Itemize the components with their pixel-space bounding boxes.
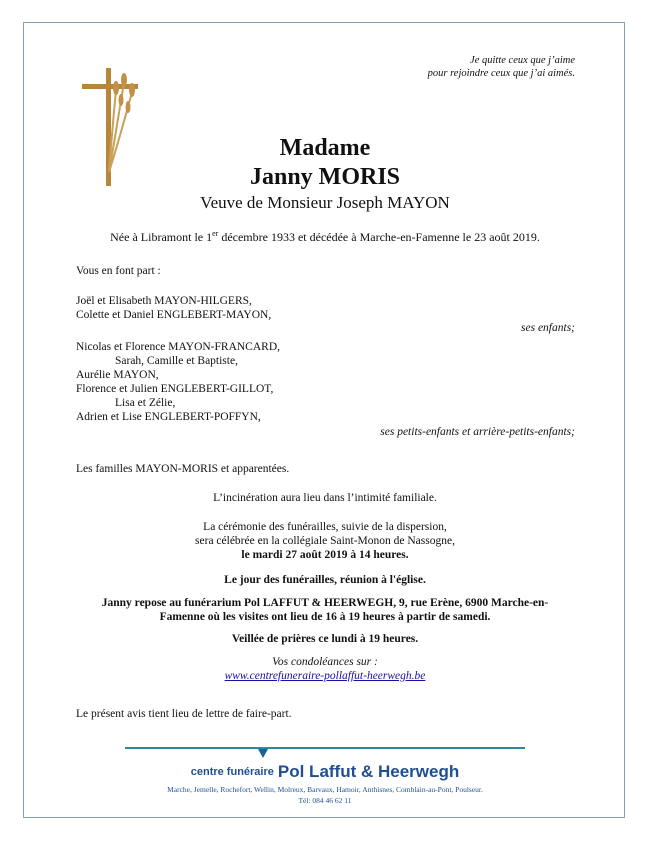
footer-phone: Tél: 084 46 62 11 — [298, 796, 352, 805]
ceremony-date: le mardi 27 août 2019 à 14 heures. — [241, 549, 409, 561]
footer-brand — [0, 762, 650, 782]
condolences-link[interactable]: www.centrefuneraire-pollaffut-heerwegh.be — [224, 670, 426, 682]
ceremony-line-2: sera célébrée en la collégiale Saint-Monon de Nassogne, — [195, 535, 455, 547]
grandchild-5: Lisa et Zélie, — [115, 397, 176, 409]
quote-line-2: pour rejoindre ceux que j’ai aimés. — [427, 68, 575, 79]
grandchildren-role: ses petits-enfants et arrière-petits-enfants; — [380, 426, 575, 438]
widow-line: Veuve de Monsieur Joseph MAYON — [200, 193, 450, 212]
condolences — [60, 655, 590, 683]
grandchild-1: Nicolas et Florence MAYON-FRANCARD, — [76, 341, 281, 353]
quote-line-1: Je quitte ceux que j’aime — [470, 55, 575, 66]
gathering: Le jour des funérailles, réunion à l'église. — [224, 574, 426, 586]
grandchild-2: Sarah, Camille et Baptiste, — [115, 355, 238, 367]
child-1: Joël et Elisabeth MAYON-HILGERS, — [76, 295, 252, 307]
vigil: Veillée de prières ce lundi à 19 heures. — [231, 633, 419, 645]
footer-towns: Marche, Jemelle, Rochefort, Wellin, Molreux, Barvaux, Hamoir, Anthisnes, Comblain-au-Pont, Poulseur. — [167, 785, 483, 794]
rest-line-2: Famenne où les visites ont lieu de 16 à 19 heures à partir de samedi. — [159, 611, 491, 623]
ceremony — [60, 520, 590, 562]
rest-line-1: Janny repose au funérarium Pol LAFFUT & HEERWEGH, 9, rue Erène, 6900 Marche-en- — [101, 597, 549, 609]
brand-name: Pol Laffut & Heerwegh — [277, 762, 460, 781]
cremation: L’incinération aura lieu dans l’intimité familiale. — [213, 492, 437, 504]
condolences-label: Vos condoléances sur : — [272, 656, 378, 668]
footer-triangle-icon — [258, 749, 268, 758]
rest — [60, 596, 590, 624]
quote — [428, 54, 575, 80]
footer-divider — [125, 747, 525, 749]
ceremony-line-1: La cérémonie des funérailles, suivie de la dispersion, — [203, 521, 447, 533]
children-role: ses enfants; — [521, 322, 575, 334]
brand-prefix: centre funéraire — [190, 766, 274, 778]
grandchild-3: Aurélie MAYON, — [76, 369, 159, 381]
deceased-name: Janny MORIS — [249, 164, 401, 190]
announce: Vous en font part : — [76, 265, 161, 277]
honorific: Madame — [279, 135, 371, 161]
grandchild-4: Florence et Julien ENGLEBERT-GILLOT, — [76, 383, 274, 395]
notice: Le présent avis tient lieu de lettre de faire-part. — [76, 708, 292, 720]
child-2: Colette et Daniel ENGLEBERT-MAYON, — [76, 309, 272, 321]
grandchild-6: Adrien et Lise ENGLEBERT-POFFYN, — [76, 411, 261, 423]
families: Les familles MAYON-MORIS et apparentées. — [76, 463, 290, 475]
birth-death-line: Née à Libramont le 1er décembre 1933 et décédée à Marche-en-Famenne le 23 août 2019. — [110, 229, 540, 244]
